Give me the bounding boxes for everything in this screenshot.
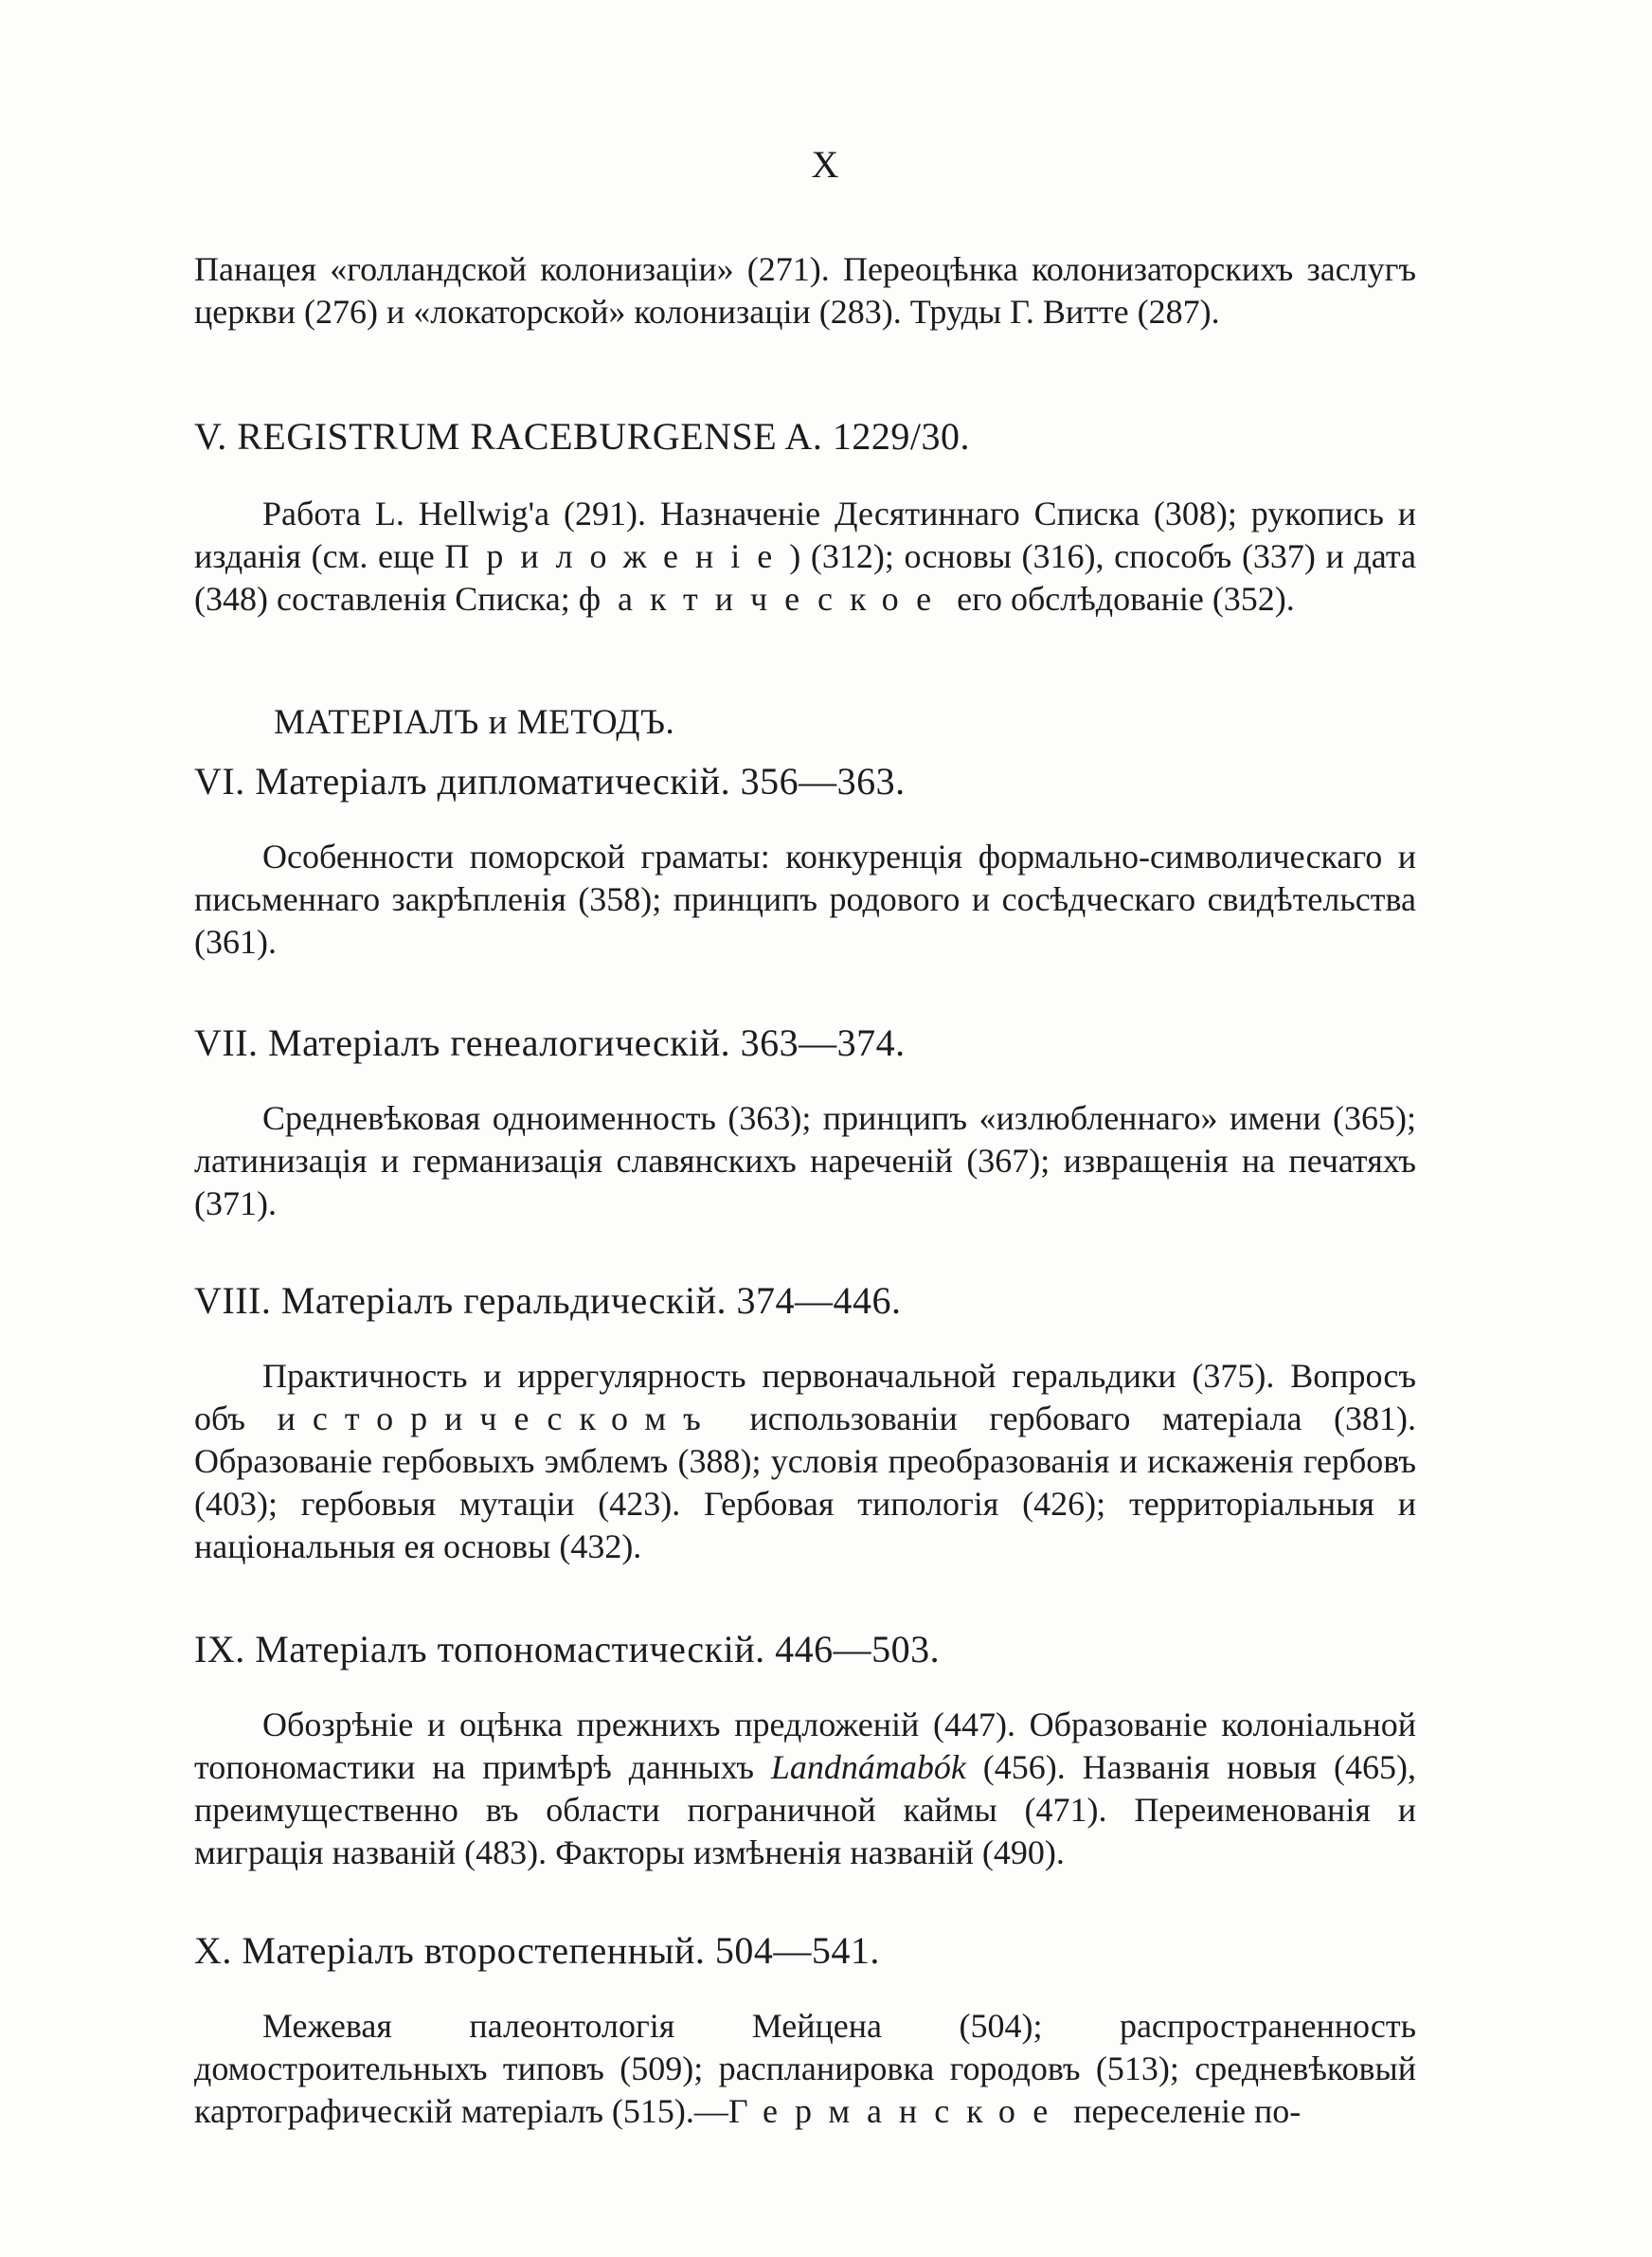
section-x xyxy=(194,1927,1416,1975)
section-ix-body xyxy=(194,1704,1416,1874)
section-heading: V. REGISTRUM RACEBURGENSE A. 1229/30. xyxy=(194,415,970,458)
section-viii-body xyxy=(194,1355,1416,1568)
section-heading: VI. Матеріалъ дипломатическій. 356—363. xyxy=(194,760,906,803)
paragraph-colonization xyxy=(194,248,1416,334)
text-run: Обозрѣніе и оцѣнка прежнихъ предложеній (447). Образованіе колоніальной топономастики на примѣрѣ данныхъ xyxy=(194,1706,1416,1786)
section-vi-body xyxy=(194,836,1416,964)
paragraph-text: Средневѣковая одноименность (363); принципъ «излюбленнаго» имени (365); латинизація и германизація славянскихъ нареченій (367); извращенія на печатяхъ (371). xyxy=(194,1099,1416,1222)
text-run: ) (312); основы (316), способъ (337) и дата (348) составленія Списка; xyxy=(194,537,1416,618)
text-run: переселеніе по- xyxy=(1065,2092,1302,2130)
part-subheading xyxy=(194,701,1416,745)
section-heading: VIII. Матеріалъ геральдическій. 374—446. xyxy=(194,1279,902,1322)
text-run: использованіи гербоваго матеріала (381). Образованіе гербовыхъ эмблемъ (388); условія преобразованія и искаженія гербовъ (403); гербовыя мутаціи (423). Гербовая типологія (426); территоріальныя и національныя ея основы (432). xyxy=(194,1399,1416,1565)
text-run: Практичность и иррегулярность первоначальной геральдики (375). Вопросъ объ xyxy=(194,1357,1416,1437)
paragraph-text xyxy=(194,1704,1416,1874)
text-run: Межевая палеонтологія Мейцена (504); распространенность домостроительныхъ типовъ (509); распланировка городовъ (513); средневѣковый картографическій матеріалъ (515).— xyxy=(194,2007,1416,2130)
text-run: (456). Названія новыя (465), преимущественно въ области пограничной каймы (471). Переименованія и миграція названій (483). Факторы измѣненія названій (490). xyxy=(194,1748,1416,1871)
text-run: его обслѣдованіе (352). xyxy=(948,580,1295,618)
section-vii-body xyxy=(194,1097,1416,1225)
section-heading: IX. Матеріалъ топономастическій. 446—503. xyxy=(194,1628,941,1670)
section-heading: VII. Матеріалъ генеалогическій. 363—374. xyxy=(194,1021,906,1064)
section-ix xyxy=(194,1626,1416,1673)
paragraph-text xyxy=(194,2005,1416,2133)
section-viii xyxy=(194,1277,1416,1325)
section-heading: X. Матеріалъ второстепенный. 504—541. xyxy=(194,1929,880,1972)
spaced-text: Приложеніе xyxy=(444,537,790,575)
paragraph-text: Особенности поморской граматы: конкуренція формально-символическаго и письменнаго закрѣпленія (358); принципъ родового и сосѣдческаго свидѣтельства (361). xyxy=(194,838,1416,961)
spaced-text: фактическое xyxy=(578,580,949,618)
italic-text: Landnámabók xyxy=(770,1748,966,1786)
text-run: Работа L. Hellwig'a (291). Назначеніе Десятиннаго Списка (308); рукопись и изданія (см. еще xyxy=(194,495,1416,575)
page-number: X xyxy=(811,143,841,186)
paragraph-text: Панацея «голландской колонизаціи» (271). Переоцѣнка колонизаторскихъ заслугъ церкви (276) и «локаторской» колонизаціи (283). Труды Г. Витте (287). xyxy=(194,250,1416,331)
spaced-text: историческомъ xyxy=(277,1399,718,1437)
section-vii xyxy=(194,1020,1416,1067)
section-vi xyxy=(194,758,1416,805)
subheading: МАТЕРІАЛЪ и МЕТОДЪ. xyxy=(274,703,675,742)
section-v-body xyxy=(194,493,1416,621)
section-v xyxy=(194,413,1416,460)
paragraph-text xyxy=(194,1355,1416,1568)
section-x-body xyxy=(194,2005,1416,2133)
paragraph-text xyxy=(194,493,1416,621)
spaced-text: Германское xyxy=(727,2092,1066,2130)
